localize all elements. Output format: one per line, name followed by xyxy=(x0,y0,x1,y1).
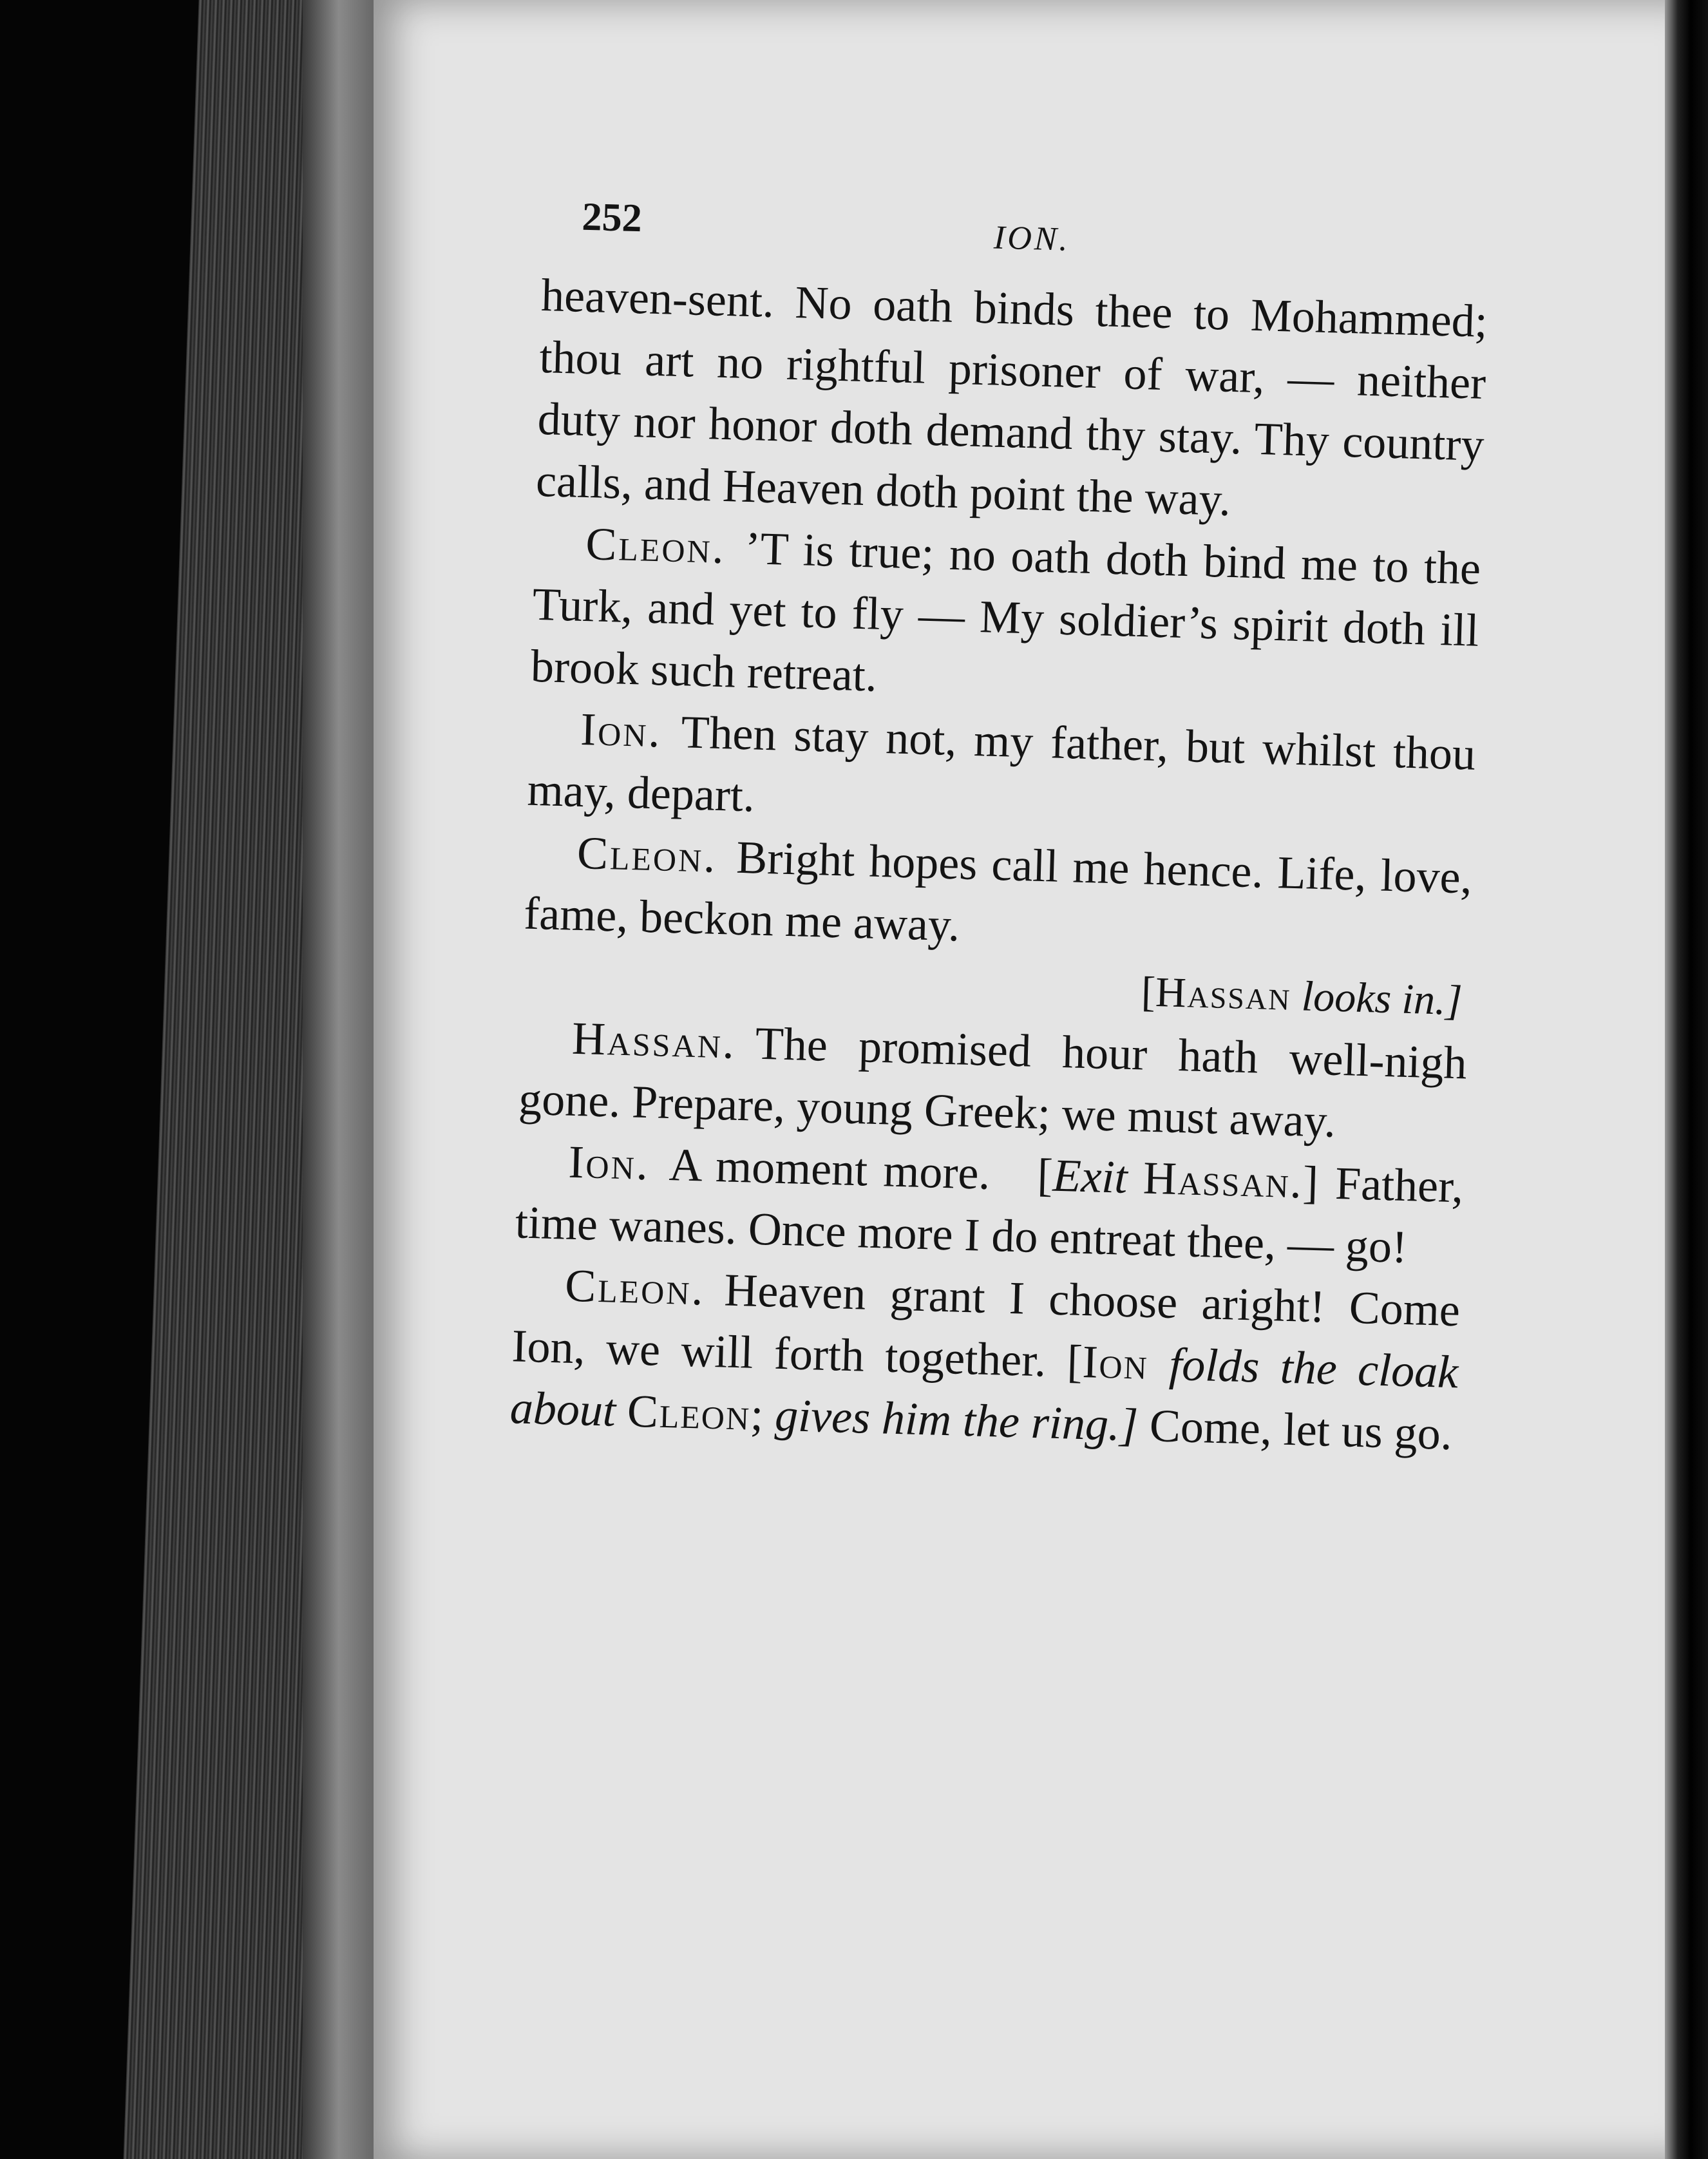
bracket: [ xyxy=(1036,1148,1054,1201)
stage-direction-text: looks in.] xyxy=(1301,973,1463,1025)
paragraph-4 xyxy=(523,821,1473,971)
running-title: ION. xyxy=(993,219,1071,258)
stage-direction-text: gives him the ring.] xyxy=(774,1389,1139,1451)
paragraph-text: heaven-sent. No oath binds thee to Mohammed; thou art no rightful prisoner of war, — neither duty nor honor doth demand thy stay. Thy country calls, and Heaven doth point the way. xyxy=(535,269,1488,526)
paragraph-text: A moment more. xyxy=(668,1139,991,1199)
stage-direction-text: Exit xyxy=(1052,1149,1128,1203)
bracket: [ xyxy=(1066,1335,1083,1388)
book-right-edge xyxy=(1665,0,1708,2159)
paragraph-text: Then stay not, my father, but whilst thou may, depart. xyxy=(526,706,1477,822)
stage-direction-name: Hassan.] xyxy=(1142,1152,1320,1209)
paragraph-2 xyxy=(530,511,1481,723)
paragraph-1 xyxy=(535,264,1488,538)
speaker-name: Cleon. xyxy=(576,826,718,882)
page-text-block xyxy=(509,187,1491,1465)
paragraph-text: The promised hour hath well-nigh gone. Prepare, young Greek; we must away. xyxy=(518,1017,1468,1147)
stage-direction-name: Hassan xyxy=(1155,969,1292,1020)
paragraph-text: Father, time wanes. Once more I do entreat thee, — go! xyxy=(514,1157,1465,1273)
speaker-name: Ion. xyxy=(567,1136,651,1190)
speaker-name: Hassan. xyxy=(571,1012,737,1069)
paragraph-text: ’T is true; no oath doth bind me to the Turk, and yet to fly — My soldier’s spirit doth ill brook such retreat. xyxy=(530,522,1482,701)
stage-direction-name: Ion xyxy=(1081,1336,1150,1389)
separator: ; xyxy=(750,1388,764,1441)
paragraph-text: Bright hopes call me hence. Life, love, fame, beckon me away. xyxy=(523,831,1473,951)
speaker-name: Cleon. xyxy=(585,518,726,574)
paragraph-7 xyxy=(509,1253,1461,1465)
page-number: 252 xyxy=(581,195,643,241)
speaker-name: Ion. xyxy=(580,703,663,757)
stage-direction-text: folds the cloak about xyxy=(509,1338,1459,1436)
paragraph-text: Come, let us go. xyxy=(1148,1400,1453,1460)
speaker-name: Cleon. xyxy=(564,1259,706,1315)
stage-direction-name: Cleon xyxy=(626,1385,752,1440)
bracket: [ xyxy=(1141,968,1157,1016)
paragraph-text: Heaven grant I choose aright! Come Ion, we will forth together. xyxy=(511,1264,1461,1387)
